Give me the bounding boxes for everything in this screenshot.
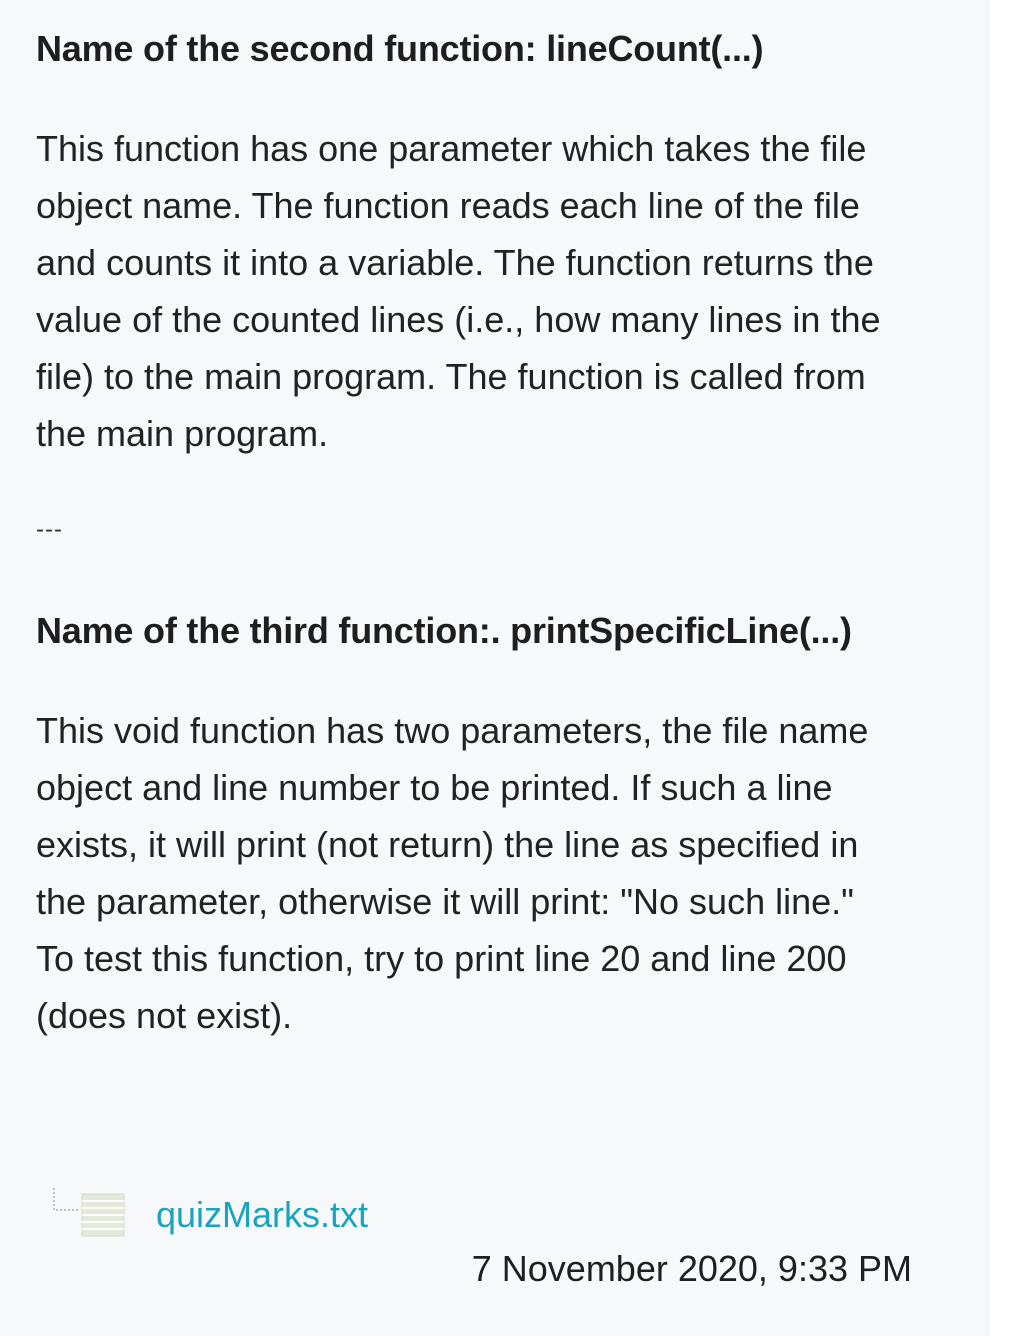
section-heading-second-function: Name of the second function: lineCount(...) — [36, 28, 764, 69]
attachment-file-link[interactable]: quizMarks.txt — [156, 1194, 369, 1235]
paragraph-line: This void function has two parameters, the file name — [36, 710, 869, 751]
paragraph-line: object name. The function reads each line of the file — [36, 185, 860, 226]
file-attachment[interactable] — [50, 1186, 410, 1242]
paragraph-line: the main program. — [36, 413, 329, 454]
text-file-icon — [50, 1186, 130, 1242]
paragraph-line: file) to the main program. The function is called from — [36, 356, 866, 397]
paragraph-line: object and line number to be printed. If such a line — [36, 767, 833, 808]
section-paragraph-second-function — [36, 120, 976, 462]
paragraph-line: To test this function, try to print line 20 and line 200 — [36, 938, 847, 979]
section-heading-third-function: Name of the third function:. printSpecificLine(...) — [36, 610, 852, 651]
section-paragraph-third-function — [36, 702, 976, 1044]
paragraph-line: exists, it will print (not return) the line as specified in — [36, 824, 859, 865]
paragraph-line: value of the counted lines (i.e., how many lines in the — [36, 299, 881, 340]
paragraph-line: (does not exist). — [36, 995, 293, 1036]
paragraph-line: and counts it into a variable. The function returns the — [36, 242, 874, 283]
paragraph-line: the parameter, otherwise it will print: "No such line." — [36, 881, 854, 922]
paragraph-line: This function has one parameter which takes the file — [36, 128, 867, 169]
message-timestamp: 7 November 2020, 9:33 PM — [471, 1248, 912, 1289]
separator: --- — [36, 516, 63, 543]
